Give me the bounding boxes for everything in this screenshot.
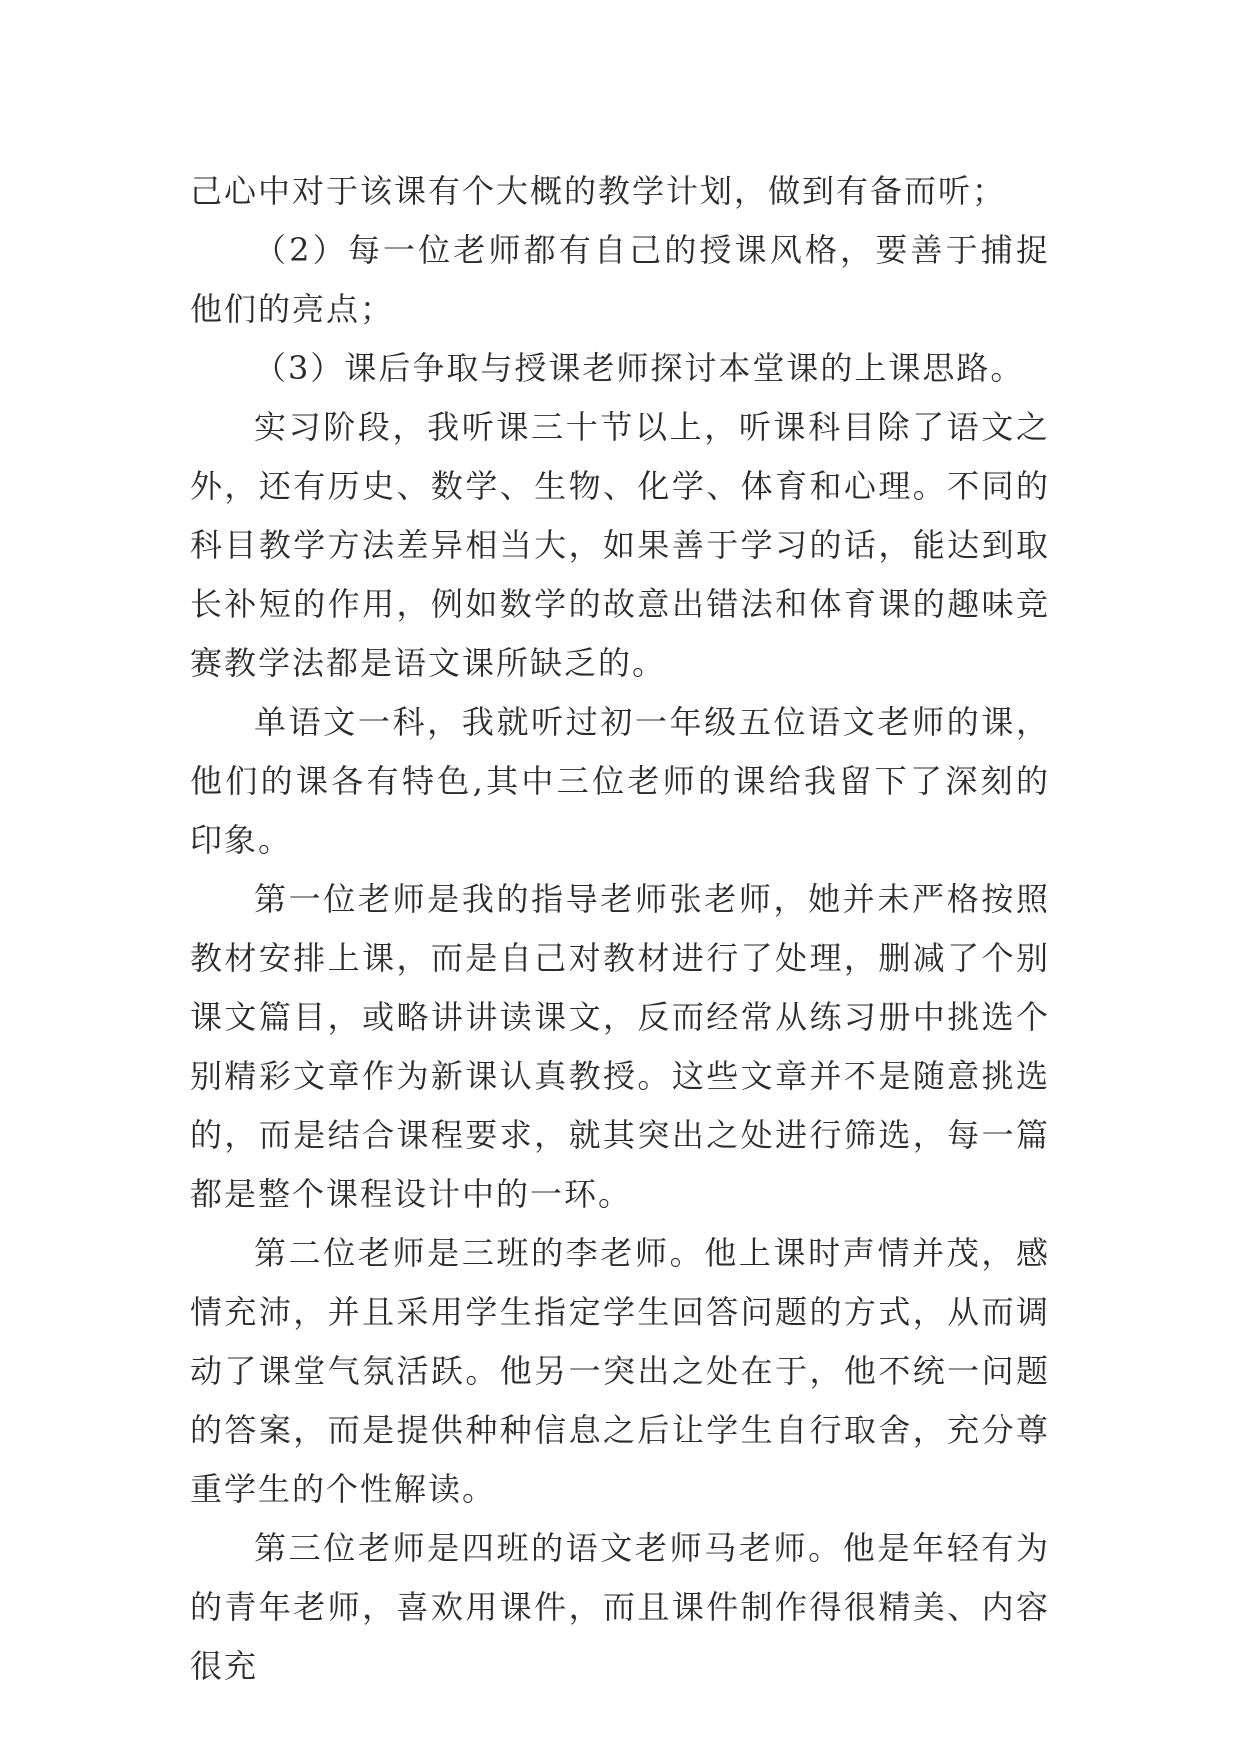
paragraph-7: 第二位老师是三班的李老师。他上课时声情并茂，感情充沛，并且采用学生指定学生回答问题的方式，从而调动了课堂气氛活跃。他另一突出之处在于，他不统一问题的答案，而是提供种种信息之后让学生自行取舍，充分尊重学生的个性解读。 [190, 1234, 1050, 1508]
paragraph-2: （2）每一位老师都有自己的授课风格，要善于捕捉他们的亮点； [190, 231, 1050, 328]
paragraph-8: 第三位老师是四班的语文老师马老师。他是年轻有为的青年老师，喜欢用课件，而且课件制作得很精美、内容很充 [190, 1529, 1050, 1685]
paragraph-3: （3）课后争取与授课老师探讨本堂课的上课思路。 [254, 349, 1025, 387]
paragraph-6: 第一位老师是我的指导老师张老师，她并未严格按照教材安排上课，而是自己对教材进行了处理，删减了个别课文篇目，或略讲讲读课文，反而经常从练习册中挑选个别精彩文章作为新课认真教授。这些文章并不是随意挑选的，而是结合课程要求，就其突出之处进行筛选，每一篇都是整个课程设计中的一环。 [190, 880, 1050, 1213]
paragraph-4: 实习阶段，我听课三十节以上，听课科目除了语文之外，还有历史、数学、生物、化学、体育和心理。不同的科目教学方法差异相当大，如果善于学习的话，能达到取长补短的作用，例如数学的故意出错法和体育课的趣味竞赛教学法都是语文课所缺乏的。 [190, 408, 1050, 682]
paragraph-5: 单语文一科，我就听过初一年级五位语文老师的课，他们的课各有特色,其中三位老师的课给我留下了深刻的印象。 [190, 703, 1050, 859]
paragraph-1: 己心中对于该课有个大概的教学计划，做到有备而听； [190, 172, 1007, 210]
document-body [190, 162, 1050, 1696]
